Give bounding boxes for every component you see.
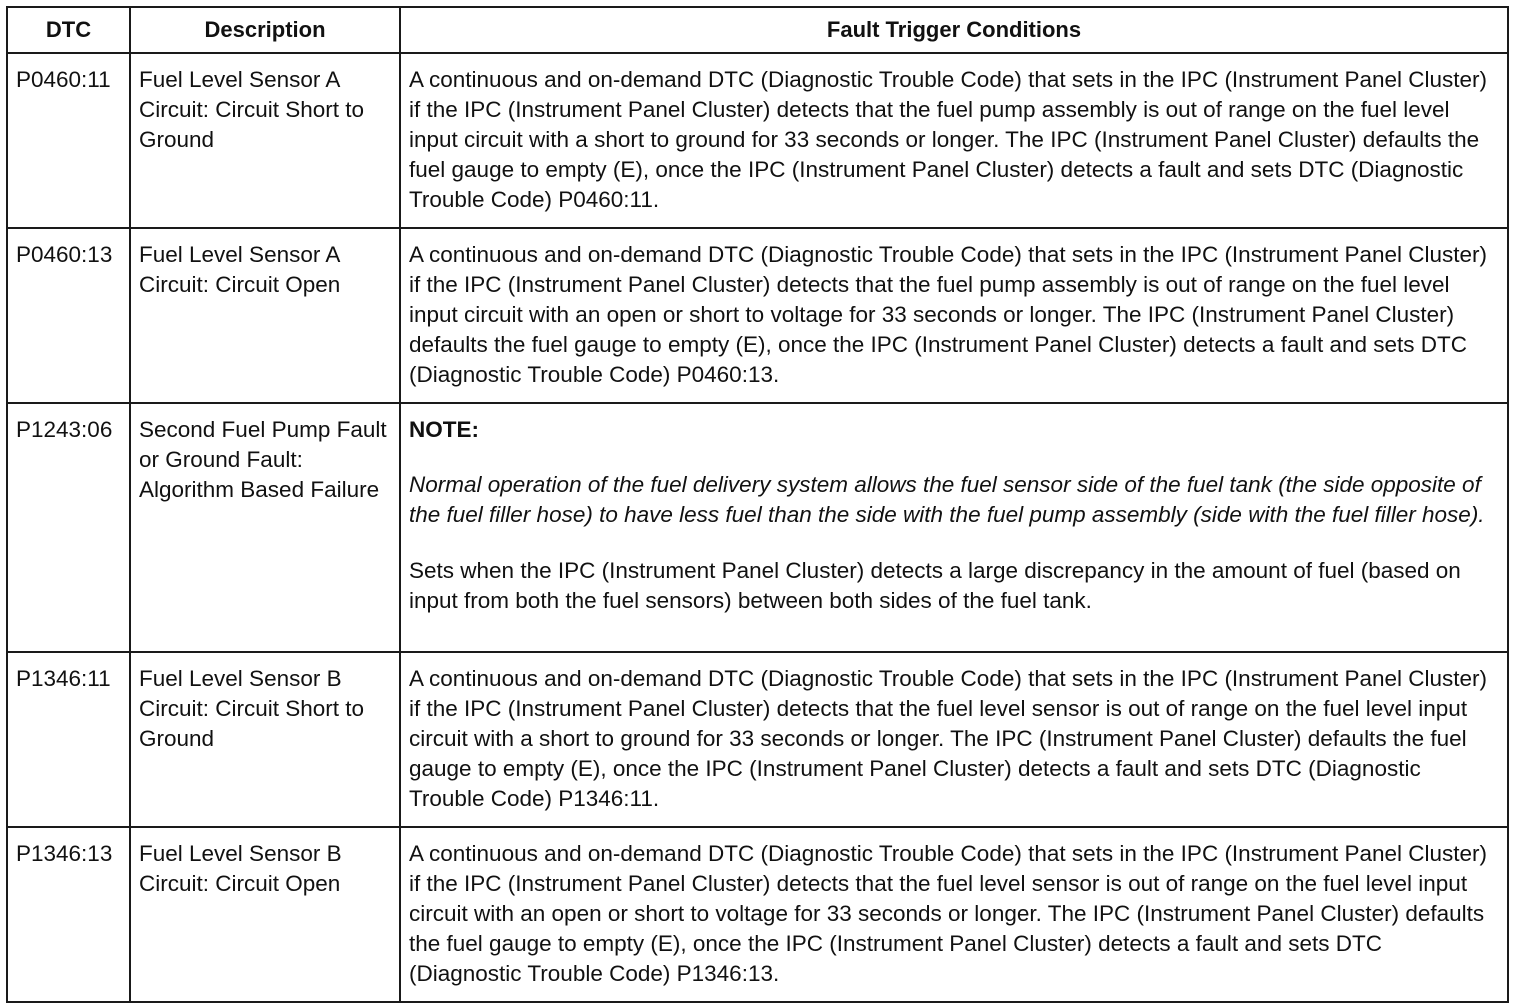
header-description: Description <box>130 7 400 53</box>
table-header <box>7 7 1508 53</box>
dtc-code: P0460:11 <box>7 53 130 228</box>
dtc-code: P1243:06 <box>7 403 130 652</box>
table-row <box>7 652 1508 827</box>
header-row <box>7 7 1508 53</box>
table-row <box>7 228 1508 403</box>
table-row <box>7 827 1508 1002</box>
dtc-code: P0460:13 <box>7 228 130 403</box>
fault-conditions-with-note <box>400 403 1508 652</box>
dtc-description: Second Fuel Pump Fault or Ground Fault: Algorithm Based Failure <box>130 403 400 652</box>
dtc-description: Fuel Level Sensor B Circuit: Circuit Short to Ground <box>130 652 400 827</box>
dtc-table <box>6 6 1509 1003</box>
table-row <box>7 403 1508 652</box>
dtc-code: P1346:13 <box>7 827 130 1002</box>
fault-conditions: A continuous and on-demand DTC (Diagnostic Trouble Code) that sets in the IPC (Instrument Panel Cluster) if the IPC (Instrument Panel Cluster) detects that the fuel pump assembly is out of range on the fuel level input circuit with a short to ground for 33 seconds or longer. The IPC (Instrument Panel Cluster) defaults the fuel gauge to empty (E), once the IPC (Instrument Panel Cluster) detects a fault and sets DTC (Diagnostic Trouble Code) P0460:11. <box>400 53 1508 228</box>
note-text: Normal operation of the fuel delivery system allows the fuel sensor side of the fuel tank (the side opposite of the fuel filler hose) to have less fuel than the side with the fuel pump assembly (side with the fuel filler hose). <box>409 472 1485 527</box>
header-dtc: DTC <box>7 7 130 53</box>
dtc-description: Fuel Level Sensor A Circuit: Circuit Short to Ground <box>130 53 400 228</box>
fault-conditions: A continuous and on-demand DTC (Diagnostic Trouble Code) that sets in the IPC (Instrument Panel Cluster) if the IPC (Instrument Panel Cluster) detects that the fuel level sensor is out of range on the fuel level input circuit with an open or short to voltage for 33 seconds or longer. The IPC (Instrument Panel Cluster) defaults the fuel gauge to empty (E), once the IPC (Instrument Panel Cluster) detects a fault and sets DTC (Diagnostic Trouble Code) P1346:13. <box>400 827 1508 1002</box>
header-conditions: Fault Trigger Conditions <box>400 7 1508 53</box>
dtc-code: P1346:11 <box>7 652 130 827</box>
fault-conditions: Sets when the IPC (Instrument Panel Cluster) detects a large discrepancy in the amount of fuel (based on input from both the fuel sensors) between both sides of the fuel tank. <box>409 558 1461 613</box>
dtc-description: Fuel Level Sensor B Circuit: Circuit Open <box>130 827 400 1002</box>
table-row <box>7 53 1508 228</box>
note-label: NOTE: <box>409 417 479 442</box>
dtc-description: Fuel Level Sensor A Circuit: Circuit Open <box>130 228 400 403</box>
table-body <box>7 53 1508 1002</box>
fault-conditions: A continuous and on-demand DTC (Diagnostic Trouble Code) that sets in the IPC (Instrument Panel Cluster) if the IPC (Instrument Panel Cluster) detects that the fuel level sensor is out of range on the fuel level input circuit with a short to ground for 33 seconds or longer. The IPC (Instrument Panel Cluster) defaults the fuel gauge to empty (E), once the IPC (Instrument Panel Cluster) detects a fault and sets DTC (Diagnostic Trouble Code) P1346:11. <box>400 652 1508 827</box>
fault-conditions: A continuous and on-demand DTC (Diagnostic Trouble Code) that sets in the IPC (Instrument Panel Cluster) if the IPC (Instrument Panel Cluster) detects that the fuel pump assembly is out of range on the fuel level input circuit with an open or short to voltage for 33 seconds or longer. The IPC (Instrument Panel Cluster) defaults the fuel gauge to empty (E), once the IPC (Instrument Panel Cluster) detects a fault and sets DTC (Diagnostic Trouble Code) P0460:13. <box>400 228 1508 403</box>
